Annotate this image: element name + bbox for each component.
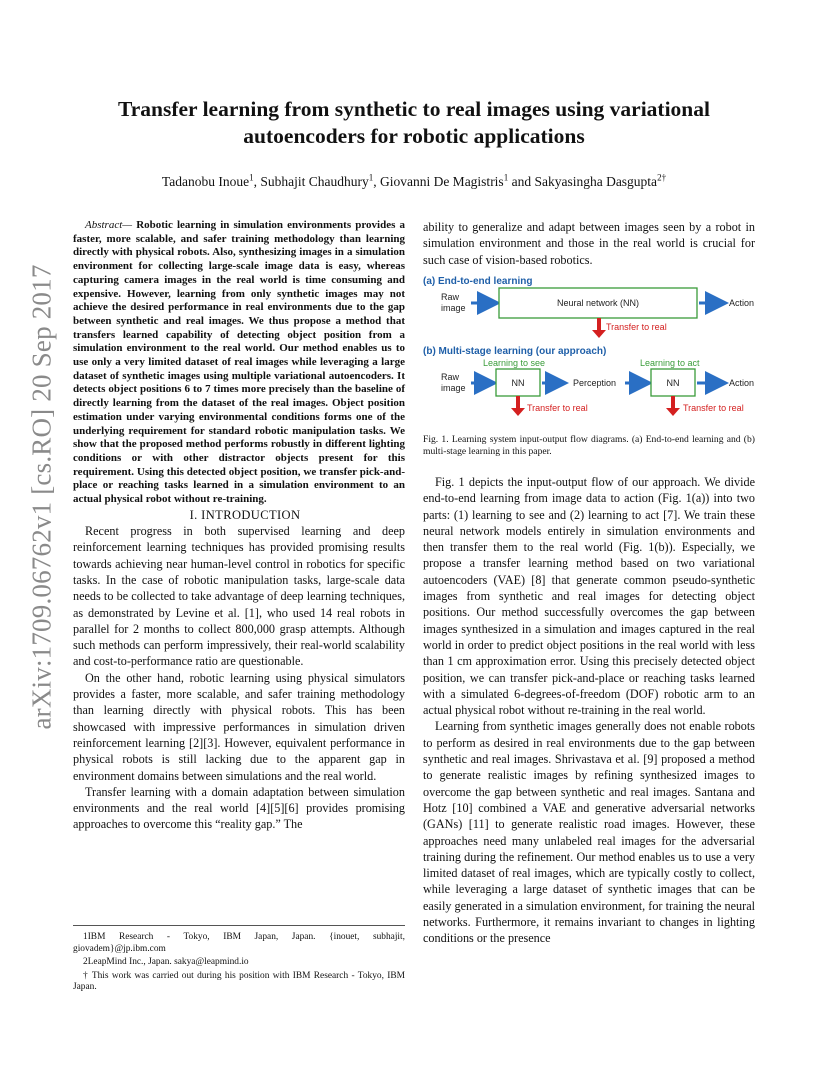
intro-paragraph: On the other hand, robotic learning using physical simulators provides a faster, more scalable, and safer training methodology than learning directly with physical robots. This has been showcased with impressive performances in simulation driven reinforcement learning [2][3]. However, equivalent performance in physical robots is still lacking due to the apparent gap in environment domains between simulations and the real world. bbox=[73, 670, 405, 783]
nn-see-label: NN bbox=[511, 378, 525, 388]
action-label-b: Action bbox=[729, 378, 755, 388]
footnote: † This work was carried out during his position with IBM Research - Tokyo, IBM Japan. bbox=[73, 970, 405, 993]
learning-to-see-label: Learning to see bbox=[483, 358, 546, 368]
left-column bbox=[73, 219, 405, 833]
footnotes bbox=[73, 925, 405, 996]
perception-label: Perception bbox=[573, 378, 617, 388]
continuation-paragraph: ability to generalize and adapt between images seen by a robot in simulation environment and those in the real world is crucial for such case of vision-based robotics. bbox=[423, 220, 755, 267]
intro-paragraph: Transfer learning with a domain adaptation between simulation environments and the real world [4][5][6] provides promising approaches to overcome this “reality gap.” The bbox=[73, 784, 405, 832]
panel-a-label: (a) End-to-end learning bbox=[423, 276, 533, 287]
transfer-arrow-a bbox=[592, 318, 606, 338]
raw-image-label-a: Raw bbox=[441, 292, 460, 302]
intro-paragraph: Recent progress in both supervised learning and deep reinforcement learning techniques has provided promising results towards achieving near human-level control in robotics for specific tasks. In the case of robotic manipulation tasks, large-scale data needs to be collected to take advantage of deep learning techniques, as demonstrated by Levine et al. [1], who used 14 real robots in parallel for 2 months to collect 800,000 grasp attempts. Although such methods can perform impressively, their real-world scalability and cost-to-performance ratio are questionable. bbox=[73, 524, 405, 669]
author-list bbox=[80, 172, 748, 190]
right-column-body bbox=[423, 474, 755, 947]
footnote: 1IBM Research - Tokyo, IBM Japan, Japan. {inouet, subhajit, giovadem}@jp.ibm.com bbox=[73, 932, 405, 954]
raw-image-label-b2: image bbox=[441, 383, 466, 393]
panel-b-label: (b) Multi-stage learning (our approach) bbox=[423, 346, 607, 357]
section-heading-introduction: I. INTRODUCTION bbox=[189, 507, 301, 522]
transfer-label-act: Transfer to real bbox=[683, 403, 744, 413]
transfer-arrow-see bbox=[511, 396, 525, 416]
transfer-label-see: Transfer to real bbox=[527, 403, 588, 413]
author: Subhajit Chaudhury$^1$, bbox=[260, 172, 380, 189]
learning-to-act-label: Learning to act bbox=[640, 358, 700, 368]
abstract: Abstract— Robotic learning in simulation environments provides a faster, more scalable, and safer training methodology than learning directly with physical robots. Also, synthesizing images in a simulation environment for collecting large-scale image data is easy, whereas capturing camera images in the real world is time consuming and expensive. However, learning from only synthetic images may not achieve the desired performance in real environments due to the gap between synthetic and real images. We thus propose a method that transfers learned capability of detecting object position from a simulation environment to the real world. Our method enables us to use only a very limited dataset of real images while leveraging a large dataset of synthetic images using multiple variational autoencoders. It detects object positions 6 to 7 times more precisely than the baseline of directly learning from the dataset of the real images. Object position estimation under varying environmental conditions forms one of the underlying requirement for standard robotic manipulation tasks. We show that the proposed method performs robustly in different lighting conditions or with other distractor objects present for this requirement. Using this detected object position, we transfer pick-and-place or reaching tasks learned in a simulation environment to an actual physical robot without re-training. bbox=[73, 219, 405, 506]
raw-image-label-b: Raw bbox=[441, 372, 460, 382]
transfer-label-a: Transfer to real bbox=[606, 322, 667, 332]
paper-title: Transfer learning from synthetic to real images using variational autoencoders for robotic applications bbox=[117, 97, 710, 148]
author: Tadanobu Inoue$^1$, bbox=[161, 172, 261, 189]
body-paragraph: Learning from synthetic images generally does not enable robots to perform as desired in real environments due to the gap between synthetic and real images. Shrivastava et al. [9] proposed a method to generate realistic images by refining synthesized images to overcome the gap between synthetic and real images. Santana and Hotz [10] combined a VAE and generative adversarial networks (GANs) [11] to generate realistic road images. However, these approaches need many unlabeled real images for the adversarial training during the refinement. Our method enables us to use a very limited dataset of real images, which are typically costly to collect, while leveraging a large dataset of synthetic images that can be easily generated in a simulation environment, for training the neural networks. Furthermore, it remains invariant to changes in lighting conditions or the presence bbox=[423, 719, 755, 946]
flow-diagram bbox=[423, 272, 763, 422]
right-column-top bbox=[423, 219, 755, 268]
action-label-a: Action bbox=[729, 298, 755, 308]
neural-network-label: Neural network (NN) bbox=[556, 298, 640, 308]
raw-image-label-a2: image bbox=[441, 303, 466, 313]
arxiv-stamp: arXiv:1709.06762v1 [cs.RO] 20 Sep 2017 bbox=[26, 264, 57, 730]
footnote: 2LeapMind Inc., Japan. sakya@leapmind.io bbox=[83, 957, 249, 968]
author: Sakyasingha Dasgupta$^{2\dagger}$ bbox=[534, 172, 667, 189]
figure-caption: Fig. 1. Learning system input-output flow diagrams. (a) End-to-end learning and (b) multi-stage learning in this paper. bbox=[423, 434, 755, 457]
author: Giovanni De Magistris$^1$ and bbox=[379, 172, 535, 189]
transfer-arrow-act bbox=[666, 396, 680, 416]
body-paragraph: Fig. 1 depicts the input-output flow of our approach. We divide end-to-end learning from image data to action (Fig. 1(a)) into two parts: (1) learning to see and (2) learning to act [7]. We train these neural network models entirely in simulation environments and then transfer them to the real world (Fig. 1(b)). Especially, we propose a transfer learning method based on two variational autoencoders (VAE) [8] that generate common pseudo-synthetic images from synthetic and real images for detecting object positions. Our method successfully overcomes the gap between images synthesized in a simulation and images captured in the real world in order to predict object positions in the real world with less than 1 cm approximation error. Using this precisely detected object position, we can transfer pick-and-place or reaching tasks learned with a simulated 6-degrees-of-freedom (DOF) robotic arm to an actual physical robot without re-training in the real world. bbox=[423, 475, 755, 718]
nn-act-label: NN bbox=[666, 378, 680, 388]
figure-1 bbox=[423, 272, 763, 422]
